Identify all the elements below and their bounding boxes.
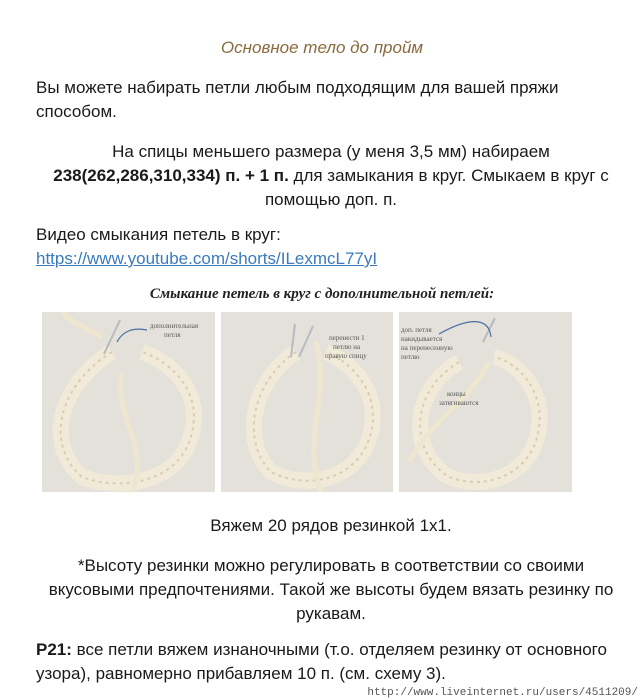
watermark: http://www.liveinternet.ru/users/4511209/ — [367, 687, 638, 699]
video-link[interactable]: https://www.youtube.com/shorts/ILexmcL77yI — [36, 249, 378, 268]
note-3b-line-1: концы — [447, 390, 467, 398]
row-21-line-1-rest: все петли вяжем изнаночными (т.о. отделяем резинку от основного — [71, 640, 607, 659]
rib-note-line-3: рукавам. — [296, 604, 366, 623]
rib-note — [36, 554, 626, 626]
section-heading: Основное тело до пройм — [220, 38, 424, 57]
note-1-line-1: дополнительная — [150, 322, 199, 330]
rib-instruction: Вяжем 20 рядов резинкой 1х1. — [210, 516, 452, 535]
row-21-line-1 — [36, 638, 626, 662]
note-3-line-3: на перенесенную — [401, 344, 453, 352]
note-3-line-4: петлю — [401, 353, 420, 361]
photo-strip — [42, 312, 572, 492]
rib-note-line-1: *Высоту резинки можно регулировать в соответствии со своими — [77, 556, 585, 575]
video-block — [36, 223, 616, 271]
note-2-line-2: петлю на — [332, 343, 360, 351]
note-2-line-3: правую спицу — [324, 352, 367, 360]
photo-caption: Смыкание петель в круг с дополнительной петлей: — [149, 286, 495, 302]
note-2-line-1: перенести 1 — [328, 334, 365, 342]
cast-on-line-2 — [36, 164, 626, 188]
cast-on-line-2-rest: для замыкания в круг. Смыкаем в круг с — [288, 166, 609, 185]
note-3-line-2: накидывается — [401, 335, 443, 343]
note-1-line-2: петля — [164, 331, 181, 339]
note-3b-line-2: затягиваются — [439, 399, 479, 407]
stitch-count: 238(262,286,310,334) п. + 1 п. — [53, 166, 289, 185]
photo-step-2 — [221, 312, 394, 492]
cast-on-line-3: помощью доп. п. — [264, 190, 398, 209]
cast-on-paragraph — [36, 140, 626, 212]
intro-paragraph — [36, 76, 616, 124]
note-3-line-1: доп. петля — [401, 326, 433, 334]
intro-line-2: способом. — [36, 102, 117, 121]
row-21-instruction — [36, 638, 626, 686]
photo-step-3 — [399, 312, 572, 492]
video-label: Видео смыкания петель в круг: — [36, 225, 281, 244]
intro-line-1: Вы можете набирать петли любым подходящим для вашей пряжи — [36, 78, 559, 97]
row-21-line-2: узора), равномерно прибавляем 10 п. (см. схему 3). — [36, 664, 446, 683]
rib-note-line-2: вкусовыми предпочтениями. Такой же высоты будем вязать резинку по — [48, 580, 614, 599]
row-21-label: Р21: — [36, 640, 72, 659]
cast-on-line-1: На спицы меньшего размера (у меня 3,5 мм) набираем — [112, 142, 550, 161]
photo-step-1 — [42, 312, 215, 492]
